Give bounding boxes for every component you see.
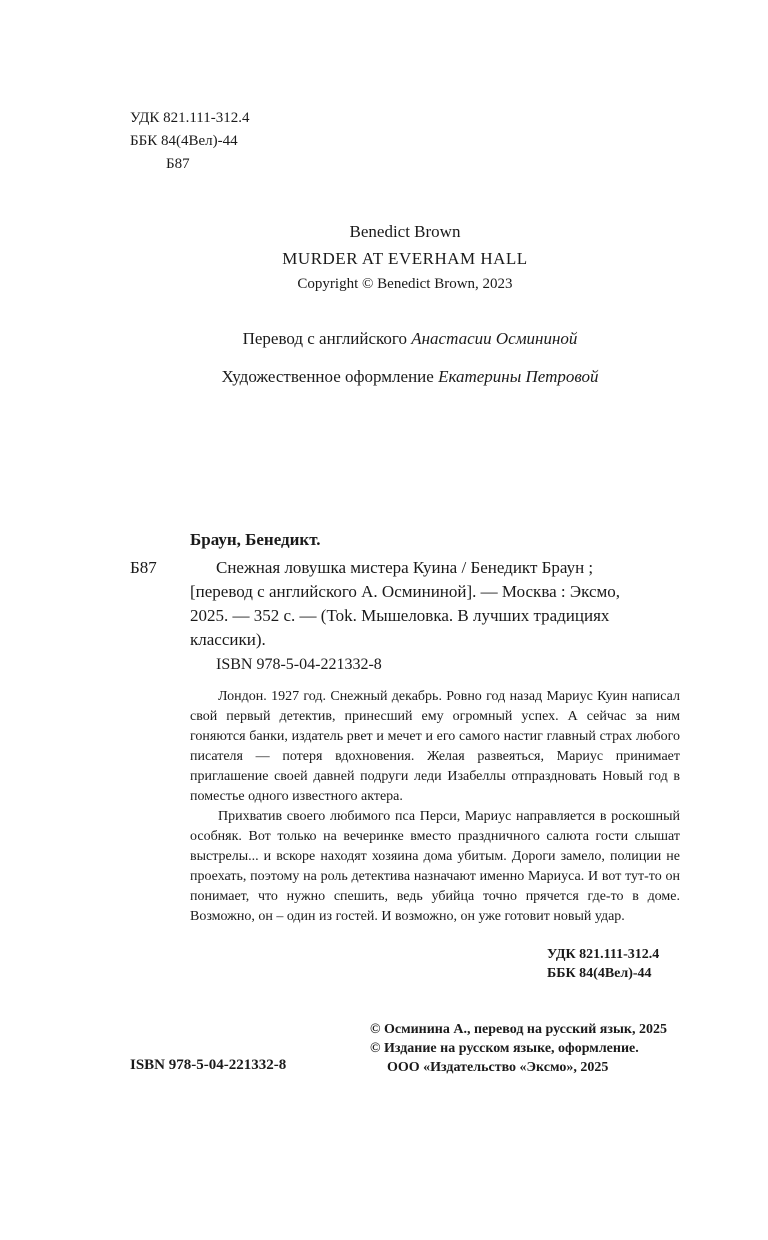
copyright-translation: © Осминина А., перевод на русский язык, 2025 <box>370 1022 667 1037</box>
author-mark: Б87 <box>166 156 190 172</box>
annotation-paragraph: Лондон. 1927 год. Снежный декабрь. Ровно год назад Мариус Куин написал свой первый детектив, принесший ему огромный успех. А сейчас за ним гоняются банки, издатель рвет и мечет и его самого настиг главный страх любого писателя — потеря вдохновения. Желая развеяться, Мариус принимает приглашение своей давней подруги леди Изабеллы отпраздновать Новый год в поместье одного известного актера. <box>190 689 680 804</box>
original-copyright: Copyright © Benedict Brown, 2023 <box>297 276 513 292</box>
bottom-bbk-code: ББК 84(4Вел)-44 <box>547 966 652 981</box>
bibliography-line: Снежная ловушка мистера Куина / Бенедикт Браун ; <box>216 558 594 577</box>
designer-name: Екатерины Петровой <box>438 367 599 386</box>
translation-label: Перевод с английского <box>242 329 407 348</box>
bottom-udk-code: УДК 821.111-312.4 <box>547 947 660 962</box>
footer-isbn: ISBN 978-5-04-221332-8 <box>130 1057 287 1073</box>
design-credit <box>0 367 768 387</box>
bibliography-code: Б87 <box>130 558 157 577</box>
bibliography-line: [перевод с английского А. Осмининой]. — Москва : Эксмо, <box>190 582 620 601</box>
bibliography-heading: Браун, Бенедикт. <box>190 530 321 549</box>
original-author: Benedict Brown <box>349 222 461 241</box>
bibliography-isbn: ISBN 978-5-04-221332-8 <box>216 656 382 673</box>
bibliography-line: 2025. — 352 с. — (Tok. Мышеловка. В лучших традициях <box>190 606 610 625</box>
annotation <box>190 687 680 927</box>
design-label: Художественное оформление <box>221 367 434 386</box>
udk-code: УДК 821.111-312.4 <box>130 110 250 126</box>
bibliography-description <box>190 556 680 652</box>
translation-credit <box>0 329 768 349</box>
annotation-paragraph: Прихватив своего любимого пса Перси, Мариус направляется в роскошный особняк. Вот только на вечеринке вместо праздничного салюта гости слышат выстрелы... и вскоре находят хозяина дома убитым. Дороги замело, полиции не проехать, поэтому на роль детектива назначают именно Мариуса. И вот тут-то он понимает, что нужно спешить, ведь убийца точно прячется где-то в доме. Возможно, он – один из гостей. И возможно, он уже готовит новый удар. <box>190 809 680 924</box>
copyright-publisher: ООО «Издательство «Эксмо», 2025 <box>387 1060 609 1075</box>
translator-name: Анастасии Осмининой <box>411 329 578 348</box>
original-title: MURDER AT EVERHAM HALL <box>282 249 528 268</box>
bibliography-line: классики). <box>190 630 266 649</box>
bbk-code: ББК 84(4Вел)-44 <box>130 133 238 149</box>
copyright-edition: © Издание на русском языке, оформление. <box>370 1041 639 1056</box>
